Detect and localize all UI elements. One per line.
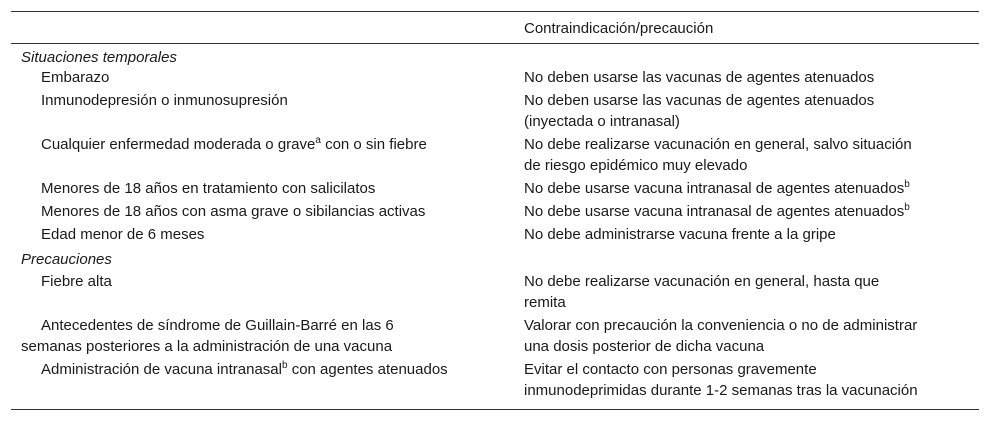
recommendation-line: No deben usarse las vacunas de agentes atenuados	[524, 92, 875, 109]
row-situation: Menores de 18 años con asma grave o sibilancias activas	[41, 203, 426, 220]
recommendation-line: inmunodeprimidas durante 1-2 semanas tras la vacunación	[524, 382, 918, 399]
row-recommendation	[524, 315, 969, 357]
recommendation-line: No debe realizarse vacunación en general, salvo situación	[524, 136, 912, 153]
row-situation: Embarazo	[41, 69, 110, 86]
row-recommendation: No debe administrarse vacuna frente a la gripe	[524, 226, 836, 243]
header-contraindication: Contraindicación/precaución	[524, 20, 714, 37]
section-title: Precauciones	[21, 251, 112, 268]
recommendation-line: Valorar con precaución la conveniencia o no de administrar	[524, 317, 918, 334]
footnote-mark: b	[904, 202, 910, 213]
recommendation-line: de riesgo epidémico muy elevado	[524, 157, 748, 174]
row-recommendation: No deben usarse las vacunas de agentes atenuados	[524, 69, 875, 86]
row-situation: Administración de vacuna intranasal$^b$ con agentes atenuados	[41, 360, 448, 378]
row-situation: Fiebre alta	[41, 273, 112, 290]
table-row	[11, 359, 979, 409]
situation-line: semanas posteriores a la administración de una vacuna	[21, 338, 393, 355]
recommendation-line: No debe realizarse vacunación en general, hasta que	[524, 273, 880, 290]
row-recommendation	[524, 90, 969, 132]
table-row	[11, 67, 979, 90]
table-row	[11, 201, 979, 224]
row-recommendation	[524, 271, 969, 313]
row-recommendation	[524, 134, 969, 176]
row-recommendation: No debe usarse vacuna intranasal de agentes atenuados$^b$	[524, 202, 910, 220]
footnote-mark: b	[281, 360, 288, 371]
section-row	[11, 44, 979, 67]
section-row	[11, 247, 979, 271]
table-row	[11, 134, 979, 178]
table-row	[11, 315, 979, 359]
table-row	[11, 224, 979, 247]
recommendation-line: remita	[524, 294, 566, 311]
contraindications-table	[11, 11, 979, 410]
row-situation: Cualquier enfermedad moderada o grave$^a$ con o sin fiebre	[41, 135, 427, 153]
section-title: Situaciones temporales	[21, 49, 177, 66]
table-row	[11, 178, 979, 201]
row-situation: Inmunodepresión o inmunosupresión	[41, 92, 288, 109]
row-recommendation	[524, 359, 969, 401]
footnote-mark: b	[904, 179, 910, 190]
recommendation-line: Evitar el contacto con personas gravemente	[524, 361, 817, 378]
row-situation: Edad menor de 6 meses	[41, 226, 205, 243]
table-row	[11, 271, 979, 315]
recommendation-line: (inyectada o intranasal)	[524, 113, 680, 130]
row-recommendation: No debe usarse vacuna intranasal de agentes atenuados$^b$	[524, 179, 910, 197]
situation-line: Antecedentes de síndrome de Guillain-Barré en las 6	[41, 317, 394, 334]
table-header	[11, 12, 979, 44]
row-situation	[21, 315, 501, 357]
table-row	[11, 90, 979, 134]
row-situation: Menores de 18 años en tratamiento con salicilatos	[41, 180, 376, 197]
footnote-mark: a	[315, 135, 321, 146]
recommendation-line: una dosis posterior de dicha vacuna	[524, 338, 765, 355]
